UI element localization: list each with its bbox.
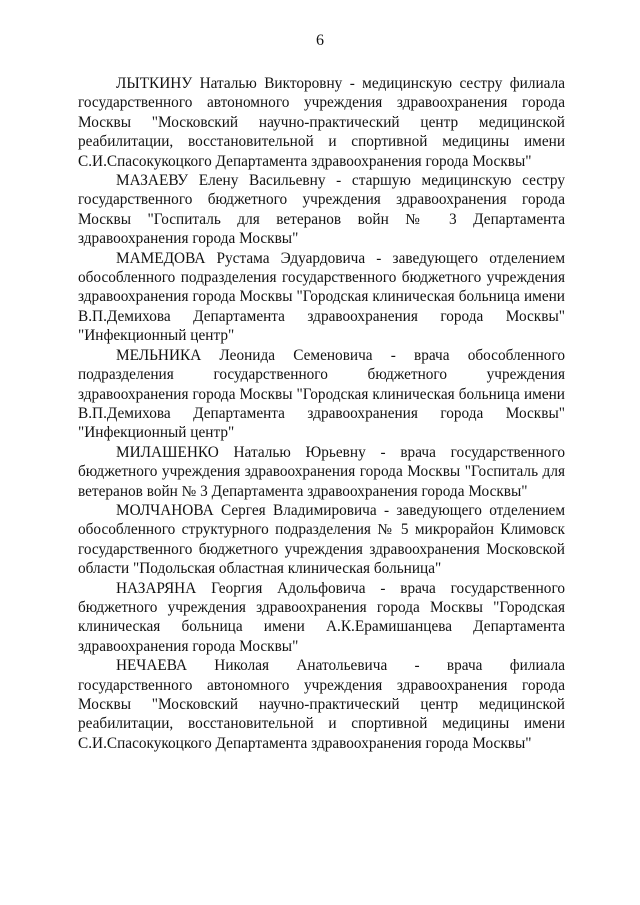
award-entry-nechaev: НЕЧАЕВА Николая Анатольевича - врача филиала государственного автономного учреждения здравоохранения города Москвы "Московский научно-практический центр медицинской реабилитации, восстановительной и спортивной медицины имени С.И.Спасокукоцкого Департамента здравоохранения города Москвы" [78,657,565,752]
award-entry-mazaeva: МАЗАЕВУ Елену Васильевну - старшую медицинскую сестру государственного бюджетного учреждения здравоохранения города Москвы "Госпиталь для ветеранов войн № 3 Департамента здравоохранения города Москвы" [78,172,565,248]
award-entry-mamedov: МАМЕДОВА Рустама Эдуардовича - заведующего отделением обособленного подразделения государственного бюджетного учреждения здравоохранения города Москвы "Городская клиническая больница имени В.П.Демихова Департамента здравоохранения города Москвы" "Инфекционный центр" [78,249,565,345]
award-entry-lytkina: ЛЫТКИНУ Наталью Викторовну - медицинскую сестру филиала государственного автономного учреждения здравоохранения города Москвы "Московский научно-практический центр медицинской реабилитации, восстановительной и спортивной медицины имени С.И.Спасокукоцкого Департамента здравоохранения города Москвы" [78,75,565,170]
award-entry-melnik: МЕЛЬНИКА Леонида Семеновича - врача обособленного подразделения государственного бюджетного учреждения здравоохранения города Москвы "Городская клиническая больница имени В.П.Демихова Департамента здравоохранения города Москвы" "Инфекционный центр" [78,346,565,442]
award-entry-nazaryan: НАЗАРЯНА Георгия Адольфовича - врача государственного бюджетного учреждения здравоохранения города Москвы "Городская клиническая больница имени А.К.Ерамишанцева Департамента здравоохранения города Москвы" [78,579,565,655]
award-entry-molchanov: МОЛЧАНОВА Сергея Владимировича - заведующего отделением обособленного структурного подразделения № 5 микрорайон Климовск государственного бюджетного учреждения здравоохранения Московской области "Подольская областная клиническая больница" [78,501,565,578]
award-list [78,74,565,753]
award-entry-milashenko: МИЛАШЕНКО Наталью Юрьевну - врача государственного бюджетного учреждения здравоохранения города Москвы "Госпиталь для ветеранов войн № 3 Департамента здравоохранения города Москвы" [78,443,565,500]
page-number: 6 [316,32,324,49]
